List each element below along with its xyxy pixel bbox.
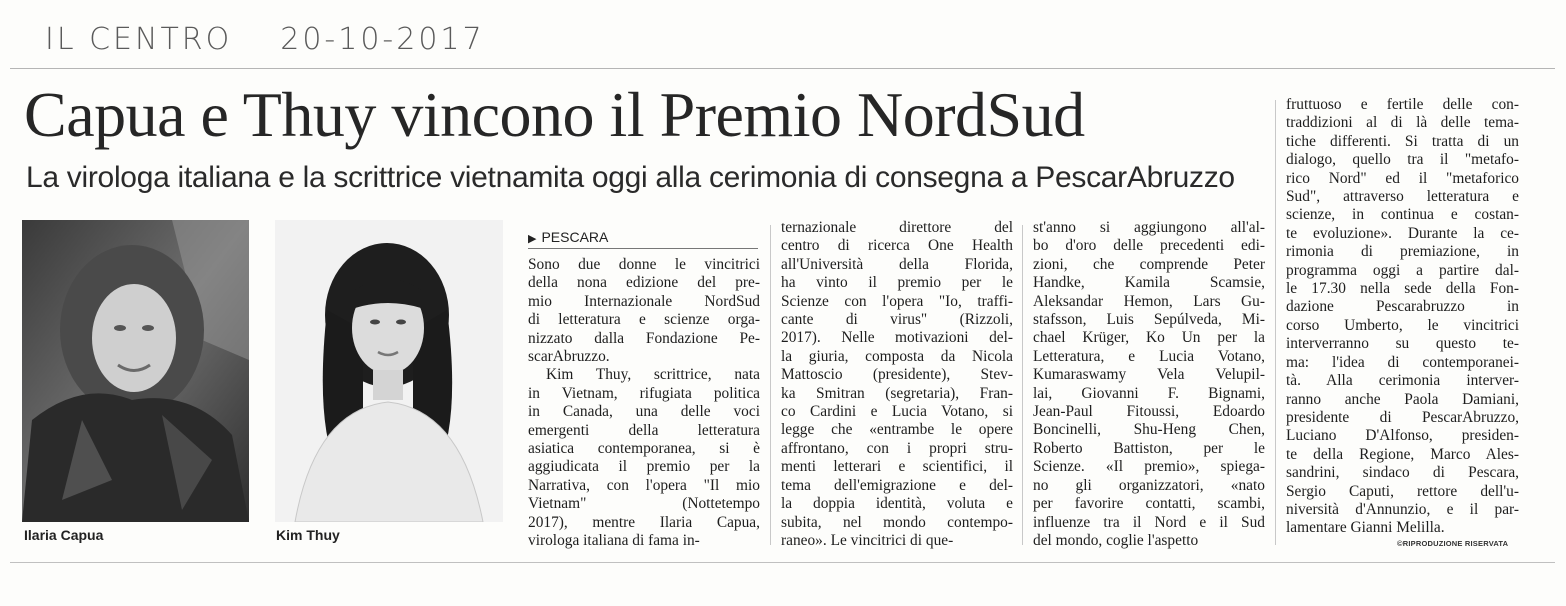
article-line: all'Università della Florida, [781, 255, 1013, 273]
article-line: legge che «entrambe le opere [781, 421, 1013, 439]
article-line: te evoluzione». Durante la ce- [1286, 224, 1519, 242]
article-line: niversità d'Annunzio, e il par- [1286, 500, 1519, 518]
article-line: scarAbruzzo. [528, 348, 610, 366]
article-column-2 [781, 219, 1013, 550]
article-line: la giuria, composta da Nicola [781, 347, 1013, 365]
article-line: Jean-Paul Fitoussi, Edoardo [1033, 403, 1265, 421]
article-line: per favorire contatti, scambi, [1033, 495, 1265, 513]
article-line: te della Regione, Marco Ales- [1286, 445, 1519, 463]
newspaper-name: IL CENTRO [45, 22, 233, 57]
article-line: zioni, che comprende Peter [1033, 255, 1265, 273]
article-line: dialogo, quello tra il "metafo- [1286, 151, 1519, 169]
article-line: tema dell'emigrazione e del- [781, 476, 1013, 494]
headline: Capua e Thuy vincono il Premio NordSud [24, 79, 1085, 150]
column-divider [770, 225, 771, 545]
article-line: raneo». Le vincitrici di que- [781, 531, 954, 549]
article-line: Luciano D'Alfonso, presiden- [1286, 427, 1519, 445]
article-line: Roberto Battiston, per le [1033, 439, 1265, 457]
top-rule [10, 68, 1555, 69]
article-line: asiatica contemporanea, si è [528, 440, 760, 458]
subheadline: La virologa italiana e la scrittrice vietnamita oggi alla cerimonia di consegna a PescarAbruzzo [26, 161, 1235, 194]
dateline [528, 229, 758, 249]
article-line: Scienze con l'opera "Io, traffi- [781, 292, 1013, 310]
article-line: tiche differenti. Si tratta di un [1286, 132, 1519, 150]
article-line: del mondo, coglie l'aspetto [1033, 531, 1199, 549]
article-line: subita, nel mondo contempo- [781, 513, 1013, 531]
article-line: Letteratura, e Lucia Votano, [1033, 347, 1265, 365]
clipping-annotation [45, 22, 515, 62]
article-line: Kumaraswamy Vela Velupil- [1033, 366, 1265, 384]
article-line: ma: l'idea di contemporanei- [1286, 353, 1519, 371]
article-line: influenze tra il Nord e il Sud [1033, 513, 1265, 531]
article-line: tà. Alla cerimonia interver- [1286, 372, 1519, 390]
article-line: centro di ricerca One Health [781, 237, 1013, 255]
copyright-notice: ©RIPRODUZIONE RISERVATA [1397, 539, 1509, 548]
article-line: chael Krüger, Ko Un per la [1033, 329, 1265, 347]
photo-caption-capua: Ilaria Capua [24, 527, 104, 543]
article-line: stafsson, Luis Sepúlveda, Mi- [1033, 311, 1265, 329]
article-line: emergenti della letteratura [528, 421, 760, 439]
article-line: traddizioni al di là delle tema- [1286, 114, 1519, 132]
article-line: mio Internazionale NordSud [528, 292, 760, 310]
article-line: sandrini, sindaco di Pescara, [1286, 464, 1519, 482]
article-line: scienze, in continua e costan- [1286, 206, 1519, 224]
article-line: Sergio Caputi, rettore dell'u- [1286, 482, 1519, 500]
article-line: Aleksandar Hemon, Lars Gu- [1033, 292, 1265, 310]
article-line: in Vietnam, rifugiata politica [528, 384, 760, 402]
article-column-1 [528, 256, 760, 551]
article-line: ka Smitran (segretaria), Fran- [781, 384, 1013, 402]
article-line: Kim Thuy, scrittrice, nata [546, 366, 760, 384]
article-line: corso Umberto, le vincitrici [1286, 316, 1519, 334]
article-column-3 [1033, 219, 1265, 550]
article-line: cante di virus" (Rizzoli, [781, 311, 1013, 329]
article-line: no gli organizzatori, «nato [1033, 476, 1265, 494]
article-line: virologa italiana di fama in- [528, 532, 700, 550]
column-divider [1275, 100, 1276, 545]
article-line: menti letterari e scientifici, il [781, 458, 1013, 476]
article-line: Scienze. «Il premio», spiega- [1033, 458, 1265, 476]
article-line: presidente di PescarAbruzzo, [1286, 408, 1519, 426]
article-line: rico Nord" ed il "metaforico [1286, 169, 1519, 187]
article-line: 2017), mentre Ilaria Capua, [528, 513, 760, 531]
article-line: la doppia identità, voluta e [781, 495, 1013, 513]
article-column-4 [1286, 96, 1519, 538]
bottom-rule [10, 562, 1555, 563]
photo-ilaria-capua [22, 220, 249, 522]
article-line: fruttuoso e fertile delle con- [1286, 96, 1519, 113]
triangle-icon: ▶ [528, 233, 537, 245]
article-line: lai, Giovanni F. Bignami, [1033, 384, 1265, 402]
article-line: affrontano, con i propri stru- [781, 439, 1013, 457]
article-line: Sono due donne le vincitrici [528, 256, 760, 273]
article-line: Boncinelli, Shu-Heng Chen, [1033, 421, 1265, 439]
column-divider [1022, 225, 1023, 545]
article-line: in Canada, una delle voci [528, 403, 760, 421]
photo-caption-thuy: Kim Thuy [276, 527, 340, 543]
clipping-date: 20-10-2017 [280, 22, 485, 57]
article-line: Narrativa, con l'opera "Il mio [528, 476, 760, 494]
article-line: programma oggi a partire dal- [1286, 261, 1519, 279]
article-line: Vietnam" (Nottetempo [528, 495, 760, 513]
photo-kim-thuy [275, 220, 503, 522]
article-line: co Cardini e Lucia Votano, si [781, 403, 1013, 421]
article-line: nizzato dalla Fondazione Pe- [528, 329, 760, 347]
article-line: st'anno si aggiungono all'al- [1033, 219, 1265, 236]
article-line: Mattoscio (presidente), Stev- [781, 366, 1013, 384]
article-line: aggiudicata il premio per la [528, 458, 760, 476]
article-line: interverranno su questo te- [1286, 335, 1519, 353]
article-line: ha vinto il premio per le [781, 274, 1013, 292]
article-line: Sud", attraverso letteratura e [1286, 188, 1519, 206]
article-line: della nona edizione del pre- [528, 274, 760, 292]
article-line: di letteratura e scienze orga- [528, 311, 760, 329]
article-line: rimonia di premiazione, in [1286, 243, 1519, 261]
article-line: ranno anche Paola Damiani, [1286, 390, 1519, 408]
article-line: 2017). Nelle motivazioni del- [781, 329, 1013, 347]
article-line: ternazionale direttore del [781, 219, 1013, 236]
article-line: bo d'oro delle precedenti edi- [1033, 237, 1265, 255]
dateline-city: PESCARA [541, 229, 609, 245]
article-line: lamentare Gianni Melilla. [1286, 519, 1445, 537]
article-line: le 17.30 nella sede della Fon- [1286, 280, 1519, 298]
article-line: dazione Pescarabruzzo in [1286, 298, 1519, 316]
article-line: Handke, Kamila Scamsie, [1033, 274, 1265, 292]
